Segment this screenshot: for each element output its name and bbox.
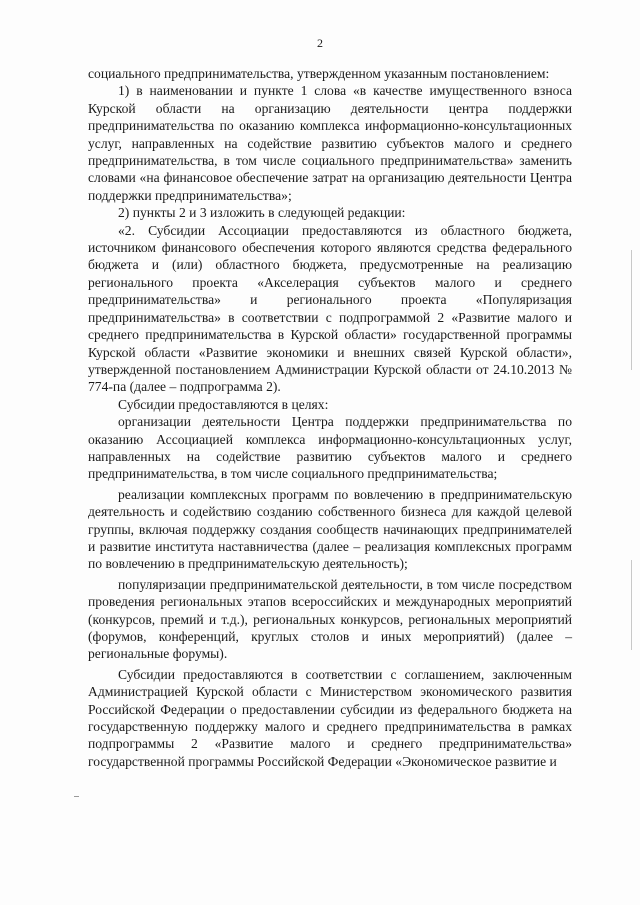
scan-edge-mark bbox=[631, 250, 632, 370]
scan-speck bbox=[74, 796, 79, 797]
page-number: 2 bbox=[317, 36, 323, 50]
document-body bbox=[88, 65, 572, 770]
paragraph-clause-2: «2. Субсидии Ассоциации предоставляются из областного бюджета, источником финансового обеспечения которого являются средства федерального бюджета и (или) областного бюджета, предусмотренные на реализацию регионального проекта «Акселерация субъектов малого и среднего предпринимательства» и регионального проекта «Популяризация предпринимательства» в соответствии с подпрограммой 2 «Развитие малого и среднего предпринимательства в Курской области» государственной программы Курской области «Развитие экономики и внешних связей Курской области», утвержденной постановлением Администрации Курской области от 24.10.2013 № 774-па (далее – подпрограмма 2). bbox=[88, 222, 572, 395]
paragraph-item-2: 2) пункты 2 и 3 изложить в следующей редакции: bbox=[118, 205, 406, 221]
paragraph-intro: социального предпринимательства, утвержденном указанным постановлением: bbox=[88, 66, 550, 81]
paragraph-item-1: 1) в наименовании и пункте 1 слова «в качестве имущественного взноса Курской области на организацию деятельности центра поддержки предпринимательства по оказанию комплекса информационно-консультационных услуг, направленных на содействие развитию субъектов малого и среднего предпринимательства, в том числе социального предпринимательства» заменить словами «на финансовое обеспечение затрат на организацию деятельности Центра поддержки предпринимательства»; bbox=[88, 83, 572, 203]
paragraph-goal-programs: реализации комплексных программ по вовлечению в предпринимательскую деятельность и содействию созданию собственного бизнеса для каждой целевой группы, включая поддержку создания сообществ начинающих предпринимателей и развитие института наставничества (далее – реализация комплексных программ по вовлечению в предпринимательскую деятельность); bbox=[88, 486, 572, 572]
paragraph-goal-popularization: популяризации предпринимательской деятельности, в том числе посредством проведения региональных этапов всероссийских и международных мероприятий (конкурсов, премий и т.д.), региональных конкурсов, региональных мероприятий (форумов, конференций, круглых столов и иных мероприятий) (далее – региональные форумы). bbox=[88, 576, 572, 662]
scan-edge-mark bbox=[631, 560, 632, 650]
paragraph-agreement: Субсидии предоставляются в соответствии с соглашением, заключенным Администрацией Курской области с Министерством экономического развития Российской Федерации о предоставлении субсидии из федерального бюджета на государственную поддержку малого и среднего предпринимательства в рамках подпрограммы 2 «Развитие малого и среднего предпринимательства» государственной программы Российской Федерации «Экономическое развитие и bbox=[88, 666, 572, 769]
paragraph-goal-center: организации деятельности Центра поддержки предпринимательства по оказанию Ассоциацией комплекса информационно-консультационных услуг, направленных на содействие развитию субъектов малого и среднего предпринимательства, в том числе социального предпринимательства; bbox=[88, 414, 572, 482]
paragraph-goals-heading: Субсидии предоставляются в целях: bbox=[118, 396, 329, 412]
